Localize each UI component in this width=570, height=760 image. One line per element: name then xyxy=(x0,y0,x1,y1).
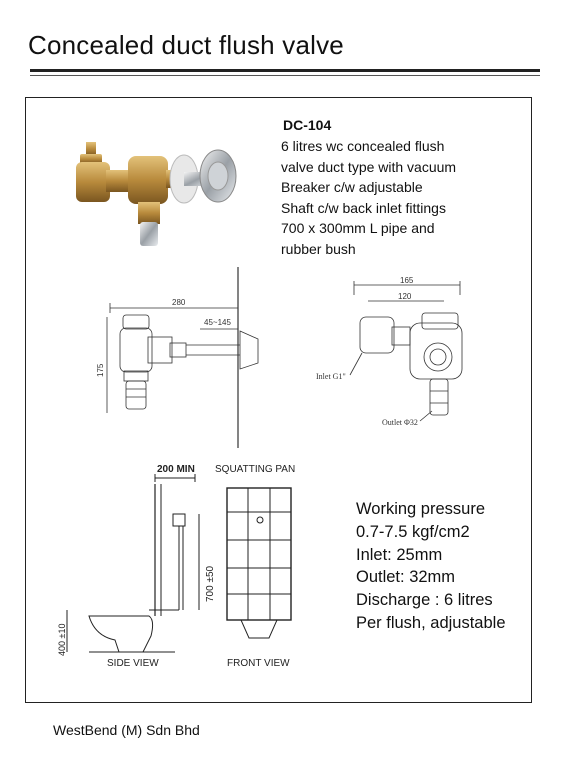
specifications xyxy=(356,498,506,635)
side-dimension-drawing xyxy=(90,265,270,450)
description-line: Shaft c/w back inlet fittings xyxy=(281,199,446,216)
company-footer: WestBend (M) Sdn Bhd xyxy=(53,722,200,738)
inlet-label: Inlet G1" xyxy=(316,372,346,381)
front-view-label: FRONT VIEW xyxy=(227,658,290,669)
dim-range-label: 45~145 xyxy=(204,318,231,327)
page-title: Concealed duct flush valve xyxy=(28,30,344,60)
spec-line: Per flush, adjustable xyxy=(356,613,506,632)
product-description xyxy=(281,136,531,259)
title-rule xyxy=(30,69,540,72)
description-line: 6 litres wc concealed flush xyxy=(281,138,445,154)
spec-line: 0.7-7.5 kgf/cm2 xyxy=(356,522,470,541)
pan-label: SQUATTING PAN xyxy=(215,464,296,475)
model-number: DC-104 xyxy=(283,117,332,133)
dim-inner-label: 120 xyxy=(398,292,412,301)
front-dimension-drawing xyxy=(310,275,480,435)
installation-drawing xyxy=(55,460,310,675)
dim-700-label: 700 ±50 xyxy=(205,565,216,602)
spec-line: Inlet: 25mm xyxy=(356,545,443,564)
outlet-label: Outlet Φ32 xyxy=(382,418,418,427)
title-rule-thin xyxy=(30,75,540,76)
spec-line: Working pressure xyxy=(356,500,485,518)
description-line: valve duct type with vacuum xyxy=(281,158,457,175)
description-line: 700 x 300mm L pipe and xyxy=(281,220,435,236)
side-view-label: SIDE VIEW xyxy=(107,658,159,669)
description-line: rubber bush xyxy=(281,240,356,257)
description-line: Breaker c/w adjustable xyxy=(281,179,423,195)
min-label: 200 MIN xyxy=(157,464,195,475)
dim-outer-label: 165 xyxy=(400,276,414,285)
dim-height-label: 175 xyxy=(96,363,105,377)
product-photo xyxy=(66,132,246,250)
spec-line: Outlet: 32mm xyxy=(356,568,456,587)
spec-line: Discharge : 6 litres xyxy=(356,591,493,610)
dim-400-label: 400 ±10 xyxy=(57,623,67,656)
dim-width-label: 280 xyxy=(172,298,186,307)
